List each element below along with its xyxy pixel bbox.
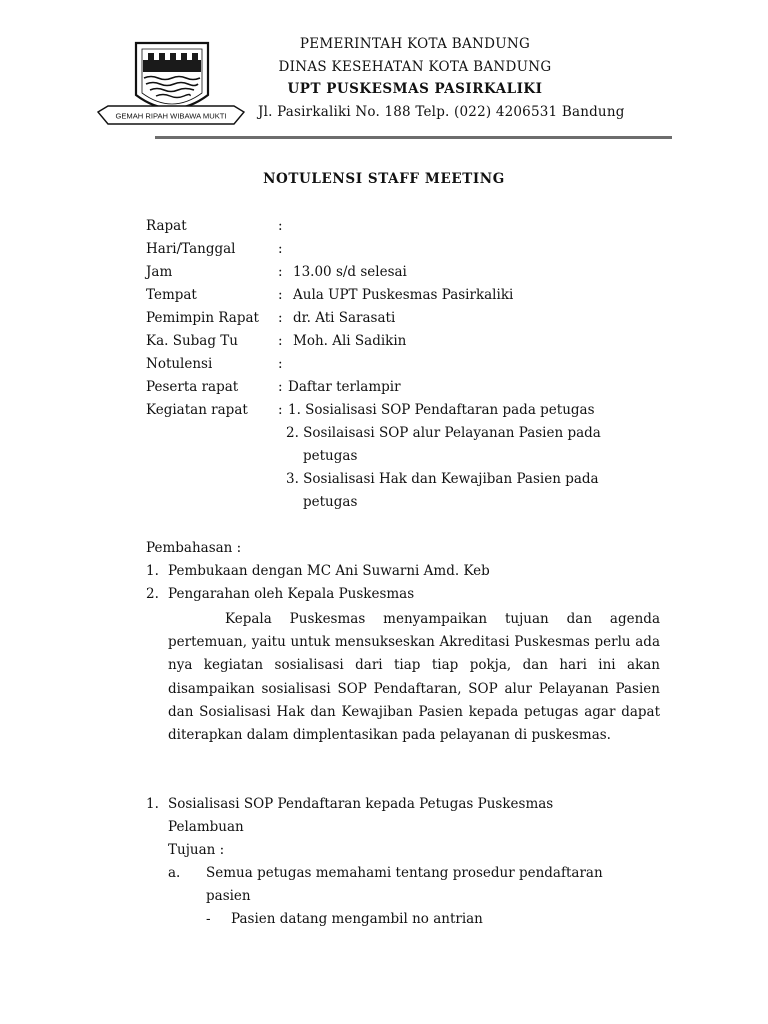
dash-item: Pasien datang mengambil no antrian [231,911,483,927]
kegiatan-item: 1. Sosialisasi SOP Pendaftaran pada petugas [288,402,595,418]
hari-colon: : [278,241,283,257]
peserta-value: Daftar terlampir [288,379,401,395]
header-divider [155,136,672,139]
pembahasan-heading: Pembahasan : [146,540,242,556]
dash-bullet: - [206,911,211,927]
notulensi-label: Notulensi [146,356,213,372]
rapat-colon: : [278,218,283,234]
kasubag-value: Moh. Ali Sadikin [293,333,407,349]
kasubag-colon: : [278,333,283,349]
tempat-colon: : [278,287,283,303]
list-number: 1. [146,563,159,579]
pembahasan-paragraph-block [168,608,660,747]
peserta-label: Peserta rapat [146,379,239,395]
pemimpin-value: dr. Ati Sarasati [293,310,396,326]
kasubag-label: Ka. Subag Tu [146,333,238,349]
sub-list-item: Semua petugas memahami tentang prosedur pendaftaran [206,865,603,881]
pembahasan-paragraph: Kepala Puskesmas menyampaikan tujuan dan agenda pertemuan, yaitu untuk mensukseskan Akreditasi Puskesmas perlu ada nya kegiatan sosialisasi dari tiap tiap pokja, dan hari ini akan disampaikan sosialisasi SOP Pendaftaran, SOP alur Pelayanan Pasien dan Sosialisasi Hak dan Kewajiban Pasien kepada petugas agar dapat diterapkan dalam dimplentasikan pada pelayanan di puskesmas. [168,611,660,744]
sub-list-item-continuation: pasien [206,888,251,904]
pembahasan-item: Pengarahan oleh Kepala Puskesmas [168,586,415,602]
kegiatan-item: 3. Sosialisasi Hak dan Kewajiban Pasien pada [286,471,599,487]
header-address: Jl. Pasirkaliki No. 188 Telp. (022) 4206531 Bandung [258,104,625,120]
pemimpin-label: Pemimpin Rapat [146,310,259,326]
document-title: NOTULENSI STAFF MEETING [263,171,505,187]
jam-value: 13.00 s/d selesai [293,264,407,280]
jam-colon: : [278,264,283,280]
kegiatan-item: 2. Sosilaisasi SOP alur Pelayanan Pasien pada [286,425,601,441]
notulensi-colon: : [278,356,283,372]
list-number: 2. [146,586,159,602]
header-government: PEMERINTAH KOTA BANDUNG [299,36,531,52]
section-heading-continuation: Pelambuan [168,819,244,835]
logo-motto: GEMAH RIPAH WIBAWA MUKTI [115,111,227,121]
peserta-colon: : [278,379,283,395]
tempat-label: Tempat [146,287,197,303]
section-heading: Sosialisasi SOP Pendaftaran kepada Petugas Puskesmas [168,796,554,812]
pemimpin-colon: : [278,310,283,326]
tempat-value: Aula UPT Puskesmas Pasirkaliki [293,287,514,303]
sub-list-letter: a. [168,865,181,881]
kegiatan-colon: : [278,402,283,418]
pembahasan-item: Pembukaan dengan MC Ani Suwarni Amd. Keb [168,563,490,579]
header-department: DINAS KESEHATAN KOTA BANDUNG [278,59,552,75]
tujuan-label: Tujuan : [168,842,225,858]
kegiatan-label: Kegiatan rapat [146,402,248,418]
rapat-label: Rapat [146,218,187,234]
list-number: 1. [146,796,159,812]
header-institution: UPT PUSKESMAS PASIRKALIKI [287,81,543,97]
jam-label: Jam [146,264,173,280]
kegiatan-item-continuation: petugas [303,494,358,510]
kegiatan-item-continuation: petugas [303,448,358,464]
hari-label: Hari/Tanggal [146,241,236,257]
